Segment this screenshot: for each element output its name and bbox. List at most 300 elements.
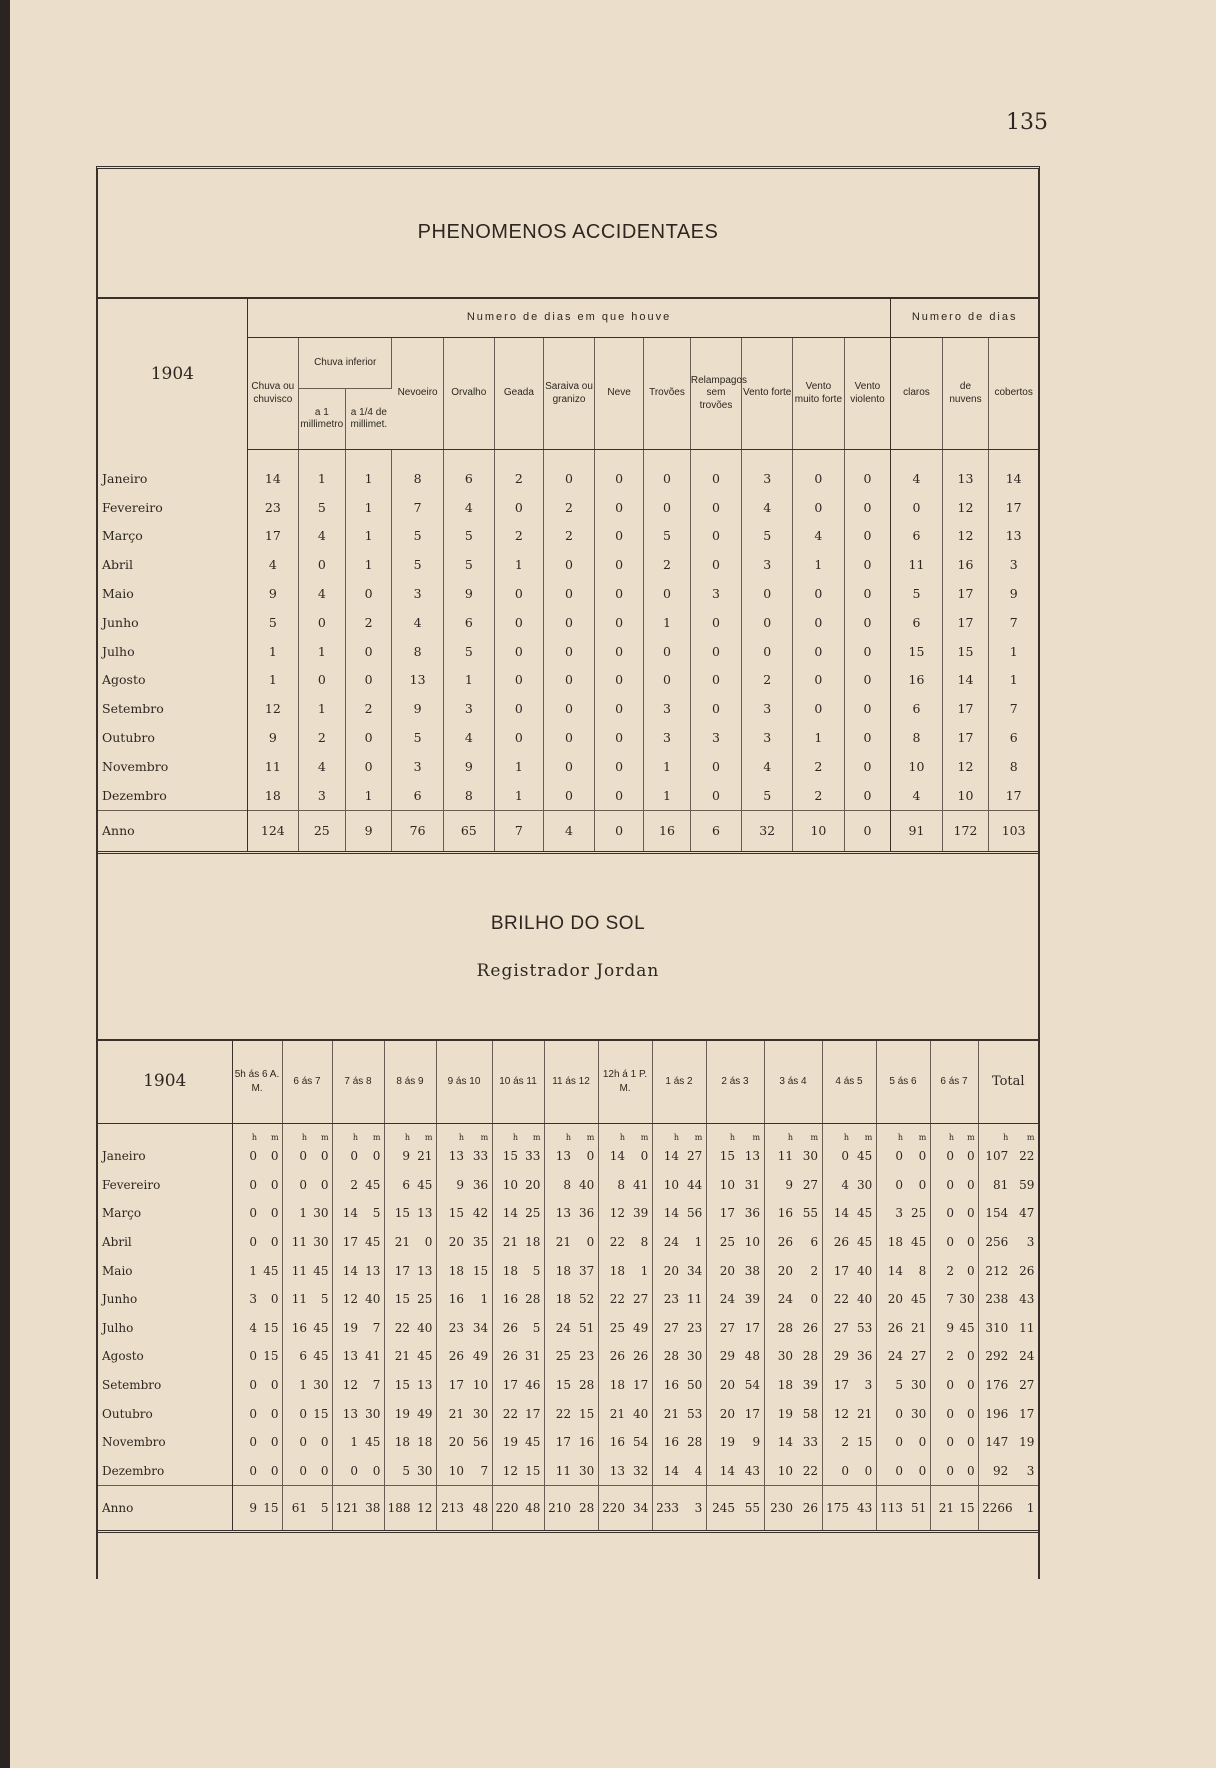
value-cell: 1 [298,450,345,493]
value-cell [598,1486,652,1532]
value-cell: 0 [595,723,644,752]
value-cell: 0 [844,522,891,551]
value-cell [764,1486,822,1532]
col-header: Saraiva ou granizo [543,338,594,450]
unit-hours: h [673,1133,679,1142]
value-cell: 10 [942,781,989,810]
unit-minutes: m [918,1133,927,1142]
minutes-value: 32 [633,1463,649,1478]
page-number: 135 [1006,110,1048,135]
unit-cell [598,1124,652,1143]
hours-value: 14 [663,1149,679,1164]
value-cell: 9 [247,723,298,752]
value-cell [332,1371,384,1400]
hours-value: 17 [448,1378,464,1393]
value-cell [706,1342,764,1371]
value-cell: 3 [1009,557,1018,573]
value-cell [930,1371,978,1400]
value-cell: 0 [494,608,543,637]
value-cell: 9 [443,752,494,781]
value-cell: 0 [644,450,691,493]
value-cell [706,1399,764,1428]
month-cell: Agosto [98,1342,232,1371]
hours-value: 17 [342,1235,358,1250]
value-cell [822,1457,876,1486]
minutes-value: 7 [372,1320,381,1335]
value-cell [492,1428,544,1457]
unit-hours: h [458,1133,464,1142]
col-header: Vento violento [844,338,891,450]
hours-value: 310 [985,1320,1009,1335]
value-cell: 0 [690,550,741,579]
value-cell: 0 [595,493,644,522]
minutes-value: 38 [744,1263,761,1278]
minutes-value: 0 [270,1406,279,1421]
value-cell [332,1256,384,1285]
minutes-value: 31 [525,1349,541,1364]
minutes-value: 13 [365,1263,381,1278]
value-cell: 17 [942,694,989,723]
hours-value: 22 [833,1292,849,1307]
hours-value: 5 [402,1463,410,1478]
value-cell: 15 [942,637,989,666]
value-cell [876,1228,930,1257]
hours-value: 0 [299,1406,307,1421]
value-cell [930,1399,978,1428]
hours-value: 9 [249,1501,257,1516]
value-cell: 12 [942,493,989,522]
value-cell: 4 [742,752,793,781]
hours-value: 14 [833,1206,849,1221]
value-cell [384,1428,436,1457]
value-cell [492,1486,544,1532]
minutes-value: 0 [640,1149,649,1164]
value-cell: 0 [690,752,741,781]
value-cell [598,1171,652,1200]
value-cell [544,1171,598,1200]
value-cell [706,1457,764,1486]
minutes-value: 45 [417,1349,433,1364]
phenomenos-body [98,450,1038,853]
hours-value: 61 [291,1501,307,1516]
value-cell: 3 [298,781,345,810]
unit-minutes: m [372,1133,381,1142]
hours-value: 29 [719,1349,735,1364]
brilho-subtitle: Registrador Jordan [476,961,660,981]
hours-value: 0 [249,1406,257,1421]
minutes-value: 21 [911,1320,927,1335]
hours-value: 0 [249,1206,257,1221]
hours-value: 0 [946,1378,954,1393]
unit-hours: h [404,1133,410,1142]
minutes-value: 52 [579,1292,595,1307]
value-cell [706,1371,764,1400]
hours-value: 10 [448,1463,464,1478]
value-cell [332,1171,384,1200]
minutes-value: 15 [525,1463,541,1478]
hours-value: 11 [291,1292,307,1307]
value-cell [652,1486,706,1532]
value-cell: 3 [742,723,793,752]
minutes-value: 15 [263,1320,279,1335]
value-cell [764,1285,822,1314]
value-cell [332,1342,384,1371]
hours-value: 16 [291,1320,307,1335]
unit-minutes: m [694,1133,703,1142]
minutes-value: 13 [417,1263,433,1278]
value-cell: 4 [247,550,298,579]
hours-value: 0 [895,1406,903,1421]
value-cell: 6 [891,522,942,551]
value-cell: 0 [494,579,543,608]
minutes-value: 0 [864,1463,873,1478]
value-cell [232,1314,282,1343]
minutes-value: 5 [532,1263,541,1278]
value-cell: 0 [690,637,741,666]
month-cell: Março [98,1199,232,1228]
hour-header: 8 ás 9 [384,1040,436,1124]
value-cell: 76 [392,810,443,852]
minutes-value: 31 [744,1177,761,1192]
table-row [98,493,1038,522]
minutes-value: 37 [579,1263,595,1278]
brilho-table [98,1039,1038,1533]
value-cell: 5 [891,579,942,608]
hours-value: 22 [609,1292,625,1307]
value-cell [652,1428,706,1457]
table-row [98,579,1038,608]
month-cell: Novembro [98,752,247,781]
minutes-value: 25 [417,1292,433,1307]
minutes-value: 0 [967,1235,975,1250]
minutes-value: 27 [687,1149,703,1164]
minutes-value: 5 [320,1292,329,1307]
value-cell: 17 [942,579,989,608]
value-cell: 14 [247,450,298,493]
value-cell [876,1457,930,1486]
hours-value: 16 [609,1435,625,1450]
minutes-value: 5 [372,1206,381,1221]
minutes-value: 13 [417,1206,433,1221]
hours-value: 25 [555,1349,571,1364]
value-cell [930,1256,978,1285]
hours-value: 12 [833,1406,849,1421]
value-cell [652,1256,706,1285]
minutes-value: 30 [365,1406,381,1421]
hours-value: 15 [502,1149,518,1164]
value-cell [436,1371,492,1400]
minutes-value: 13 [744,1149,761,1164]
unit-hours: h [729,1133,735,1142]
value-cell: 9 [392,694,443,723]
value-cell: 8 [392,450,443,493]
unit-hours: h [565,1133,571,1142]
minutes-value: 22 [1019,1149,1035,1164]
month-cell: Fevereiro [98,493,247,522]
minutes-value: 40 [857,1263,873,1278]
value-cell [822,1486,876,1532]
hours-value: 15 [555,1378,571,1393]
minutes-value: 0 [918,1435,927,1450]
value-cell [384,1342,436,1371]
minutes-value: 3 [1026,1463,1035,1478]
value-cell: 5 [443,637,494,666]
minutes-value: 0 [967,1149,975,1164]
value-cell [492,1285,544,1314]
value-cell [978,1171,1038,1200]
value-cell: 1 [1009,672,1018,688]
value-cell [764,1199,822,1228]
value-cell [822,1285,876,1314]
value-cell [930,1428,978,1457]
value-cell: 0 [844,694,891,723]
minutes-value: 40 [633,1406,649,1421]
value-cell [764,1342,822,1371]
value-cell: 0 [494,666,543,695]
table-row [98,522,1038,551]
value-cell [544,1342,598,1371]
hours-value: 18 [555,1263,571,1278]
minutes-value: 23 [579,1349,595,1364]
value-cell: 0 [595,522,644,551]
value-cell: 103 [989,810,1038,852]
value-cell: 0 [595,781,644,810]
hours-value: 21 [448,1406,464,1421]
value-cell: 1 [1009,643,1018,659]
minutes-value: 40 [417,1320,433,1335]
value-cell [492,1256,544,1285]
hours-value: 30 [777,1349,793,1364]
value-cell [384,1285,436,1314]
value-cell: 4 [793,522,844,551]
minutes-value: 24 [1019,1349,1035,1364]
value-cell: 3 [742,450,793,493]
value-cell [598,1199,652,1228]
hours-value: 0 [946,1177,954,1192]
minutes-value: 48 [525,1501,541,1516]
value-cell: 1 [298,694,345,723]
unit-cell [436,1124,492,1143]
minutes-value: 45 [365,1177,381,1192]
hours-value: 25 [719,1235,735,1250]
month-cell: Setembro [98,1371,232,1400]
value-cell [436,1314,492,1343]
table-row [98,1256,1038,1285]
minutes-value: 53 [687,1406,703,1421]
unit-hours: h [512,1133,518,1142]
value-cell: 0 [690,608,741,637]
minutes-value: 30 [687,1349,703,1364]
minutes-value: 27 [911,1349,927,1364]
value-cell [544,1256,598,1285]
unit-cell [978,1124,1038,1143]
unit-minutes: m [967,1133,975,1142]
value-cell [876,1199,930,1228]
minutes-value: 0 [320,1435,329,1450]
value-cell: 6 [1009,730,1018,746]
minutes-value: 30 [313,1235,329,1250]
table-row [98,1171,1038,1200]
value-cell [930,1314,978,1343]
value-cell [384,1228,436,1257]
minutes-value: 45 [365,1235,381,1250]
hours-value: 7 [946,1292,954,1307]
minutes-value: 47 [1019,1206,1035,1221]
hours-value: 18 [777,1378,793,1393]
value-cell [332,1142,384,1171]
value-cell [436,1171,492,1200]
unit-hours: h [1003,1133,1009,1142]
unit-cell [232,1124,282,1143]
value-cell [384,1371,436,1400]
value-cell: 16 [942,550,989,579]
value-cell [822,1142,876,1171]
value-cell: 0 [844,752,891,781]
value-cell: 5 [443,550,494,579]
value-cell [706,1228,764,1257]
minutes-value: 34 [472,1320,489,1335]
minutes-value: 17 [744,1320,761,1335]
value-cell [764,1314,822,1343]
hours-value: 0 [350,1149,358,1164]
hours-value: 26 [887,1320,903,1335]
minutes-value: 0 [918,1149,927,1164]
hours-value: 17 [555,1435,571,1450]
value-cell [706,1285,764,1314]
hours-value: 14 [609,1149,625,1164]
table-row [98,1428,1038,1457]
value-cell [232,1371,282,1400]
hours-value: 0 [946,1149,954,1164]
value-cell: 17 [942,608,989,637]
minutes-value: 54 [744,1378,761,1393]
minutes-value: 45 [857,1149,873,1164]
value-cell: 0 [844,637,891,666]
total-row [98,810,1038,852]
value-cell [978,1199,1038,1228]
minutes-value: 0 [270,1378,279,1393]
minutes-value: 42 [472,1206,489,1221]
value-cell: 0 [595,666,644,695]
minutes-value: 15 [313,1406,329,1421]
minutes-value: 58 [802,1406,819,1421]
minutes-value: 26 [633,1349,649,1364]
value-cell: 0 [644,637,691,666]
value-cell [232,1199,282,1228]
hours-value: 16 [777,1206,793,1221]
value-cell [282,1314,332,1343]
value-cell: 0 [595,450,644,493]
unit-minutes: m [752,1133,761,1142]
minutes-value: 9 [752,1435,761,1450]
minutes-value: 0 [320,1463,329,1478]
hours-value: 25 [609,1320,625,1335]
minutes-value: 0 [586,1149,595,1164]
col-header: Geada [494,338,543,450]
hours-value: 0 [249,1177,257,1192]
value-cell: 0 [494,723,543,752]
value-cell: 1 [443,666,494,695]
minutes-value: 39 [633,1206,649,1221]
value-cell [598,1314,652,1343]
minutes-value: 16 [579,1435,595,1450]
unit-cell [930,1124,978,1143]
value-cell [436,1285,492,1314]
month-cell: Junho [98,608,247,637]
value-cell [598,1457,652,1486]
hours-value: 0 [249,1435,257,1450]
minutes-value: 18 [525,1235,541,1250]
col-header: Vento forte [742,338,793,450]
value-cell [598,1428,652,1457]
value-cell: 0 [844,810,891,852]
hours-value: 18 [887,1235,903,1250]
value-cell: 0 [690,666,741,695]
minutes-value: 11 [687,1292,703,1307]
minutes-value: 36 [857,1349,873,1364]
hours-value: 3 [895,1206,903,1221]
minutes-value: 0 [270,1292,279,1307]
value-cell: 0 [595,637,644,666]
value-cell: 4 [891,781,942,810]
month-cell: Julho [98,637,247,666]
table-row [98,1457,1038,1486]
value-cell [384,1457,436,1486]
value-cell [384,1399,436,1428]
minutes-value: 15 [263,1349,279,1364]
value-cell: 0 [644,579,691,608]
value-cell [598,1228,652,1257]
hours-value: 16 [502,1292,518,1307]
value-cell [544,1142,598,1171]
value-cell: 6 [443,450,494,493]
hours-value: 4 [841,1177,849,1192]
value-cell: 9 [1009,586,1018,602]
value-cell: 17 [1005,499,1022,515]
value-cell: 0 [690,493,741,522]
value-cell: 17 [942,723,989,752]
hours-value: 22 [609,1235,625,1250]
minutes-value: 6 [810,1235,819,1250]
value-cell: 0 [844,781,891,810]
minutes-value: 45 [525,1435,541,1450]
value-cell [232,1428,282,1457]
value-cell [282,1486,332,1532]
hours-value: 21 [555,1235,571,1250]
hours-value: 24 [887,1349,903,1364]
value-cell: 1 [298,637,345,666]
hours-value: 18 [448,1263,464,1278]
value-cell [764,1142,822,1171]
value-cell: 0 [793,637,844,666]
minutes-value: 28 [802,1349,819,1364]
value-cell [544,1314,598,1343]
value-cell: 5 [392,522,443,551]
col-header: a 1 millimetro [298,389,345,450]
hours-value: 19 [342,1320,358,1335]
hours-value: 92 [992,1463,1009,1478]
hours-value: 13 [342,1406,358,1421]
brilho-year-header: 1904 [98,1040,232,1124]
minutes-value: 30 [802,1149,819,1164]
hours-value: 13 [555,1149,571,1164]
minutes-value: 0 [320,1177,329,1192]
value-cell [332,1228,384,1257]
value-cell: 12 [247,694,298,723]
minutes-value: 13 [417,1378,433,1393]
hours-value: 212 [985,1263,1009,1278]
hours-value: 6 [299,1349,307,1364]
